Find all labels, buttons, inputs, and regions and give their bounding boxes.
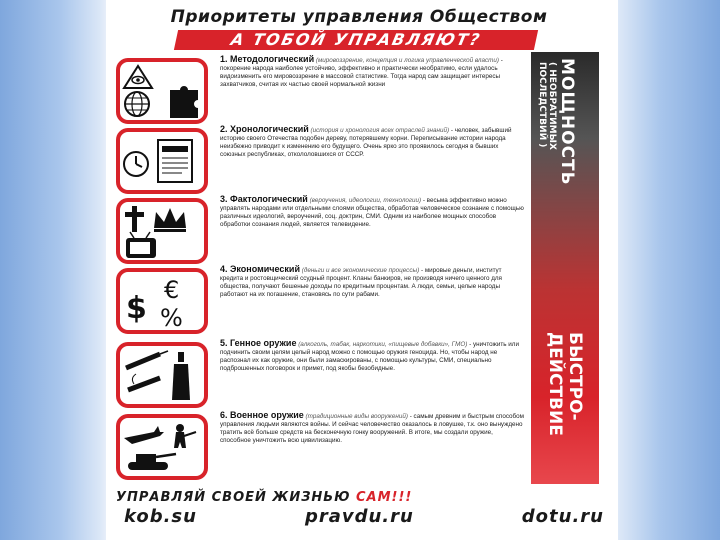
section-body: - мировые деньги, институт кредита и ростовщический ссудный процент. Кланы банкиров, не производя ничего ценного для общества, получают бешеные доходы по кредитным процентам. А люди, семьи, целые народы работают на их погашение, становясь по сути рабами. bbox=[220, 267, 502, 298]
section-note: (мировоззрение, концепция и логика управленческой власти) bbox=[315, 57, 499, 64]
dollar-icon: $ bbox=[126, 291, 147, 326]
icon-frame bbox=[116, 198, 208, 264]
plane-icon bbox=[124, 426, 164, 444]
globe-icon bbox=[125, 92, 149, 116]
eye-pyramid-icon bbox=[124, 66, 152, 88]
poster bbox=[106, 0, 618, 540]
section-body: - покорение народа наиболее устойчиво, эффективно и практически необратимо, если удалось видоизменить его мировоззрение в массовой статистике. Тогда народ сам защищает интересы захватчиков, считая их частью своей нормальной жизни bbox=[220, 57, 503, 88]
section-text bbox=[220, 412, 524, 445]
section-text bbox=[220, 56, 524, 89]
section-body: - человек, забывший историю своего Отечества подобен дереву, потерявшему корни. Переписывание истории народа неизбежно приводит к изменению его будущего. Очень ярко это проявилось сегодня в бывших союзных республиках, откололовшихся от СССР. bbox=[220, 127, 512, 158]
slogan-accent: САМ!!! bbox=[356, 490, 413, 505]
section-body: - уничтожить или подчинить своим целям целый народ можно с помощью оружия геноцида. Но, чтобы народ не распознал их как оружие, они были замаскированы, с помощью культуры, СМИ, специально подброшенных поговорок и примет, под якобы безобидные. bbox=[220, 341, 519, 372]
section-genetic-weapon bbox=[116, 340, 536, 408]
section-methodological bbox=[116, 56, 536, 124]
percent-icon: % bbox=[160, 304, 183, 330]
section-body: - весьма эффективно можно управлять народами или отдельными слоями общества, обработав человеческое сознание с помощью различных идеологий, вероучений, соц. доктрин, СМИ. Одним из наиболее мощных способов обработки сознания людей, является телевидение. bbox=[220, 197, 524, 228]
link-dotu[interactable]: dotu.ru bbox=[521, 506, 604, 527]
icon-frame bbox=[116, 268, 208, 334]
puzzle-icon bbox=[170, 86, 198, 118]
section-title: 5. Генное оружие bbox=[220, 338, 297, 348]
section-note: (история и хронология всех отраслей знаний) bbox=[310, 127, 450, 134]
section-body: - самым древним и быстрым способом управления людьми являются войны. И сейчас человечество оказалось в ловушке, т.к. оно вынуждено тратить всё больше средств на бесконечную гонку вооружений. В итоге, мы создали оружие, способное уничтожить всю цивилизацию. bbox=[220, 413, 524, 444]
icon-frame bbox=[116, 58, 208, 124]
priority-scale-band bbox=[531, 52, 599, 484]
slogan-main: УПРАВЛЯЙ СВОЕЙ ЖИЗНЬЮ bbox=[116, 490, 357, 505]
section-title: 3. Фактологический bbox=[220, 194, 308, 204]
bottle-icon bbox=[172, 352, 190, 400]
section-title: 1. Методологический bbox=[220, 54, 315, 64]
crown-icon bbox=[154, 208, 186, 232]
icon-frame bbox=[116, 414, 208, 480]
tv-icon bbox=[126, 232, 156, 258]
syringe-icon bbox=[126, 351, 168, 368]
subtitle-banner: А ТОБОЙ УПРАВЛЯЮТ? bbox=[174, 30, 538, 50]
section-note: (вероучения, идеологии, технологии) bbox=[309, 197, 422, 204]
section-text bbox=[220, 126, 524, 159]
icon-frame bbox=[116, 342, 208, 408]
irreversible-label: ( НЕОБРАТИМЫХ ПОСЛЕДСТВИЙ ) bbox=[537, 62, 557, 150]
footer-slogan bbox=[116, 490, 606, 505]
section-note: (традиционные виды вооружений) bbox=[305, 413, 408, 420]
link-kob[interactable]: kob.su bbox=[124, 506, 197, 527]
clock-icon bbox=[124, 152, 148, 176]
cross-icon bbox=[125, 206, 144, 232]
icon-frame bbox=[116, 128, 208, 194]
section-note: (деньги и все экономические процессы) bbox=[301, 267, 420, 274]
section-title: 2. Хронологический bbox=[220, 124, 309, 134]
section-text bbox=[220, 266, 524, 299]
section-title: 4. Экономический bbox=[220, 264, 300, 274]
page-title: Приоритеты управления Обществом bbox=[170, 7, 548, 27]
link-pravdu[interactable]: pravdu.ru bbox=[304, 506, 414, 527]
power-label: МОЩНОСТЬ bbox=[557, 58, 577, 186]
book-icon bbox=[158, 140, 192, 182]
section-economic bbox=[116, 266, 536, 334]
footer-links bbox=[124, 506, 604, 527]
section-note: (алкоголь, табак, наркотики, «пищевые добавки», ГМО) bbox=[298, 341, 468, 348]
section-text bbox=[220, 340, 524, 373]
tank-icon bbox=[128, 454, 176, 470]
euro-icon: € bbox=[164, 276, 180, 304]
section-title: 6. Военное оружие bbox=[220, 410, 304, 420]
section-military-weapon bbox=[116, 412, 536, 480]
cigarette-icon bbox=[128, 374, 160, 390]
section-chronological bbox=[116, 126, 536, 194]
soldier-icon bbox=[174, 424, 196, 448]
section-factological bbox=[116, 196, 536, 264]
speed-label: БЫСТРО- ДЕЙСТВИЕ bbox=[545, 332, 585, 436]
section-text bbox=[220, 196, 524, 229]
